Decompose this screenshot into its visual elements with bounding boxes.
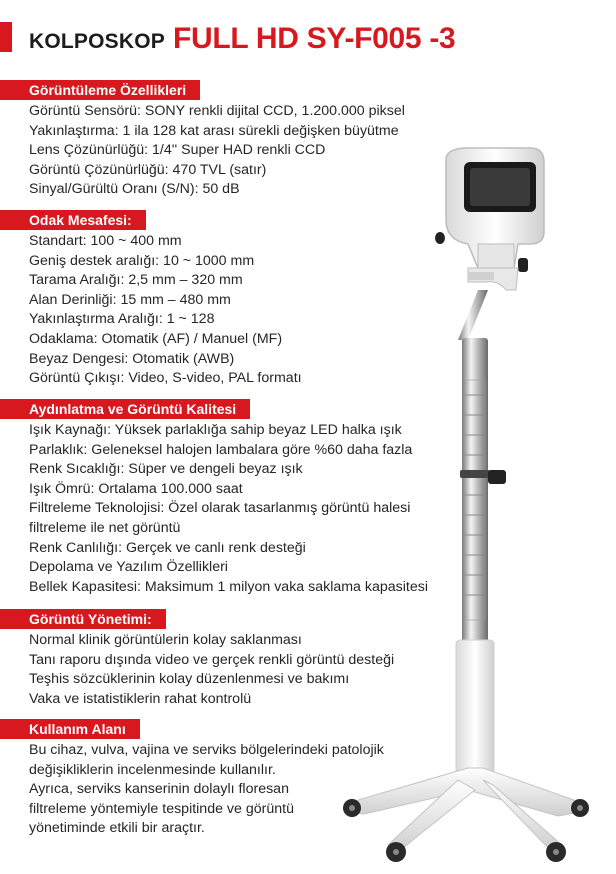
product-model: FULL HD SY-F005 -3 [172, 22, 456, 55]
spec-line: Lens Çözünürlüğü: 1/4'' Super HAD renkli CCD [29, 142, 326, 159]
spec-line: Depolama ve Yazılım Özellikleri [29, 559, 228, 576]
camera-head [435, 148, 544, 272]
spec-line: Işık Kaynağı: Yüksek parlaklığa sahip beyaz LED halka ışık [29, 422, 402, 438]
spec-line: Görüntü Çıkışı: Video, S-video, PAL formatı [29, 370, 302, 387]
spec-line: Yakınlaştırma Aralığı: 1 ~ 128 [29, 311, 215, 328]
accent-bar [0, 22, 12, 52]
spec-line: Görüntü Sensörü: SONY renkli dijital CCD, 1.200.000 piksel [29, 103, 405, 119]
spec-line: değişikliklerin incelenmesinde kullanılır. [29, 761, 276, 778]
spec-line: Vaka ve istatistiklerin rahat kontrolü [29, 690, 252, 707]
spec-line: Renk Sıcaklığı: Süper ve dengeli beyaz ışık [29, 461, 303, 478]
spec-line: Beyaz Dengesi: Otomatik (AWB) [29, 350, 235, 367]
spec-line: Ayrıca, serviks kanserinin dolaylı floresan [29, 781, 289, 798]
product-category: KOLPOSKOP [29, 30, 165, 53]
spec-line: Bellek Kapasitesi: Maksimum 1 milyon vaka saklama kapasitesi [29, 578, 428, 595]
spec-line: Filtreleme Teknolojisi: Özel olarak tasarlanmış görüntü halesi [29, 500, 411, 517]
spec-line: filtreleme ile net görüntü [29, 519, 181, 536]
section-heading: Odak Mesafesi: [0, 210, 146, 230]
page-title [29, 22, 455, 56]
spec-line: Parlaklık: Geleneksel halojen lambalara göre %60 daha fazla [29, 441, 413, 458]
spec-line: Görüntü Çözünürlüğü: 470 TVL (satır) [29, 161, 267, 178]
spec-line: Yakınlaştırma: 1 ila 128 kat arası sürekli değişken büyütme [29, 122, 399, 139]
section-heading: Görüntü Yönetimi: [0, 609, 166, 629]
spec-line: Renk Canlılığı: Gerçek ve canlı renk desteği [29, 539, 306, 556]
spec-line: Bu cihaz, vulva, vajina ve serviks bölgelerindeki patolojik [29, 742, 384, 758]
section-heading: Görüntüleme Özellikleri [0, 80, 200, 100]
spec-line: Teşhis sözcüklerinin kolay düzenlenmesi ve bakımı [29, 671, 350, 688]
colposcope-device-image [318, 140, 616, 874]
section-focal-distance [0, 210, 302, 389]
spec-line: Tanı raporu dışında video ve gerçek renkli görüntü desteği [29, 651, 395, 668]
spec-line: yönetiminde etkili bir araçtır. [29, 820, 205, 837]
spec-line: Tarama Aralığı: 2,5 mm – 320 mm [29, 272, 243, 289]
section-heading: Kullanım Alanı [0, 719, 140, 739]
section-heading: Aydınlatma ve Görüntü Kalitesi [0, 399, 250, 419]
spec-line: filtreleme yöntemiyle tespitinde ve görüntü [29, 800, 294, 817]
spec-line: Standart: 100 ~ 400 mm [29, 233, 182, 249]
spec-line: Odaklama: Otomatik (AF) / Manuel (MF) [29, 330, 283, 347]
star-base [348, 768, 580, 852]
spec-line: Normal klinik görüntülerin kolay saklanması [29, 632, 302, 648]
spec-line: Sinyal/Gürültü Oranı (S/N): 50 dB [29, 181, 240, 198]
spec-line: Geniş destek aralığı: 10 ~ 1000 mm [29, 252, 255, 269]
spec-line: Alan Derinliği: 15 mm – 480 mm [29, 291, 231, 308]
spec-line: Işık Ömrü: Ortalama 100.000 saat [29, 480, 243, 497]
